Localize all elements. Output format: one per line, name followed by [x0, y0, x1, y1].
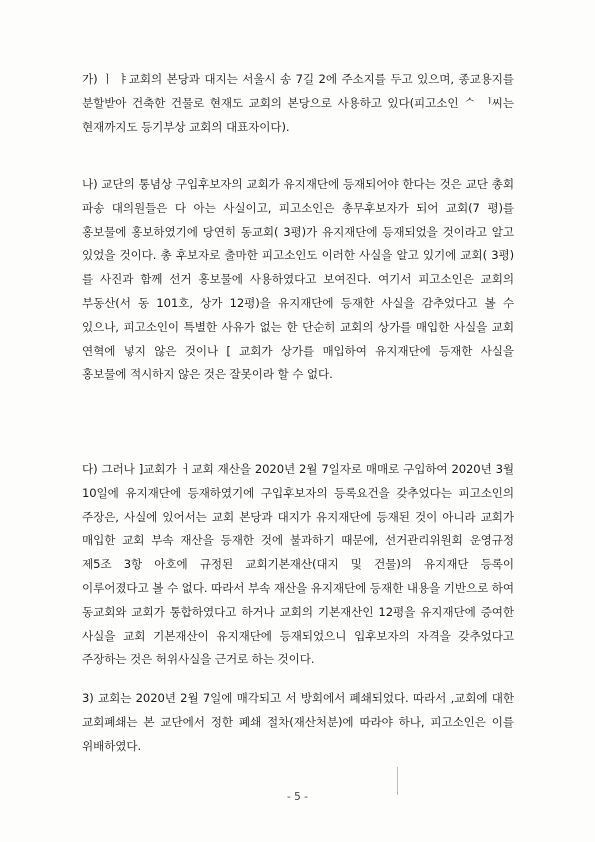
paragraph-da: 다) 그러나 ]교회가 ㅓ교회 재산을 2020년 2월 7일자로 매매로 구입하여 2020년 3월 10일에 유지재단에 등재하였기에 구입후보자의 등록요건을 갖추었다는 피고소인의 주장은, 사실에 있어서는 교회 본당과 대지가 유지재단에 등재된 것이 아니라 교회가 매입한 교회 부속 재산을 등재한 것에 불과하기 때문에, 선거관리위원회 운영규정 제5조 3항 아호에 규정된 교회기본재산(대지 및 건물)의 유지재단 등록이 이루어졌다고 볼 수 없다. 따라서 부속 재산을 유지재단에 등재한 내용을 기반으로 하여 동교회와 교회가 통합하였다고 하거나 교회의 기본재산인 12평을 유지재단에 증여한 사실을 교회 기본재산이 유지재단에 등재되었으니 입후보자의 자격을 갖추었다고 주장하는 것은 허위사실을 근거로 하는 것이다.	[82, 462, 514, 667]
page-number: - 5 -	[287, 791, 308, 803]
paragraph-3: 3) 교회는 2020년 2월 7일에 매각되고 서 방회에서 폐쇄되었다. 따라서 ,교회에 대한 교회폐쇄는 본 교단에서 정한 폐쇄 절차(재산처분)에 따라야 하나, 피고소인은 이를 위배하였다.	[82, 691, 514, 753]
paragraph-na: 나) 교단의 통념상 구입후보자의 교회가 유지재단에 등재되어야 한다는 것은 교단 총회 파송 대의원들은 다 아는 사실이고, 피고소인은 총무후보자가 되어 교회(7 평)를 홍보물에 홍보하였기에 당연히 동교회( 3평)가 유지재단에 등재되었을 것이라고 알고 있었을 것이다. 총 후보자로 출마한 피고소인도 이러한 사실을 알고 있기에 교회( 3평)를 사진과 함께 선거 홍보물에 사용하였다고 보여진다. 여기서 피고소인은 교회의 부동산(서 동 101호, 상가 12평)을 유지재단에 등재한 사실을 감추었다고 볼 수 있으나, 피고소인이 특별한 사유가 없는 한 단순히 교회의 상가를 매입한 사실을 교회 연혁에 넣지 않은 것이나 [ 교회가 상가를 매입하여 유지재단에 등재한 사실을 홍보물에 적시하지 않은 것은 잘못이라 할 수 없다.	[82, 177, 514, 382]
paragraph-ga: 가) ㅣ ㅑ교회의 본당과 대지는 서울시 송 7길 2에 주소지를 두고 있으며, 종교용지를 분할받아 건축한 건물로 현재도 교회의 본당으로 사용하고 있다(피고소인 ᄉ ᅵ씨는 현재까지도 등기부상 교회의 대표자이다).	[82, 72, 514, 134]
